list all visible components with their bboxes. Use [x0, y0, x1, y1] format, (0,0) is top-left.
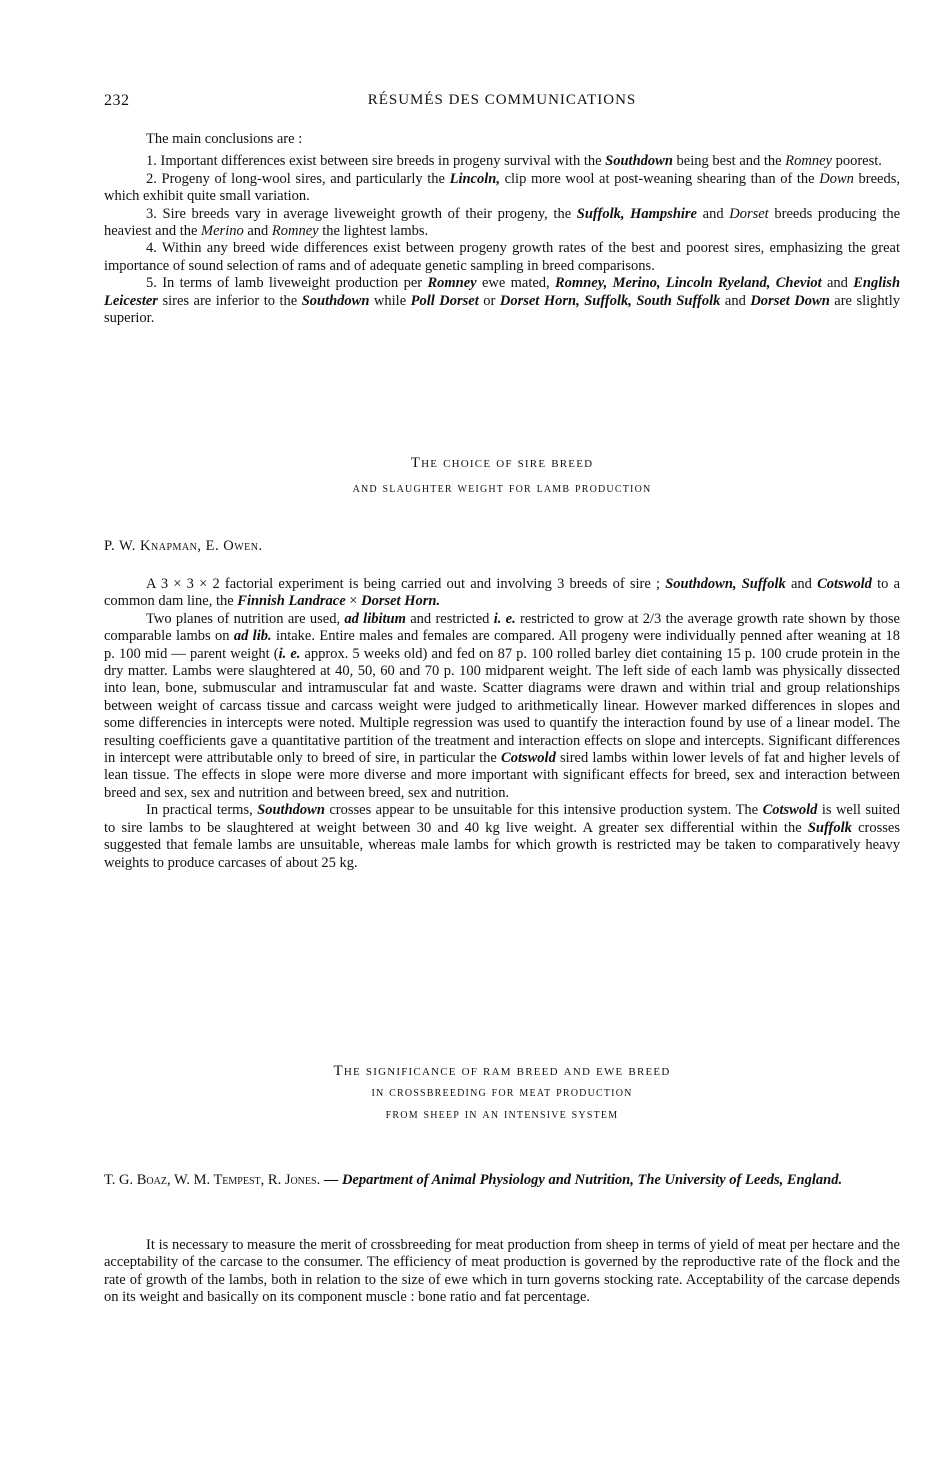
- article2-author-line: [104, 1172, 900, 1189]
- article1-authors: P. W. Knapman, E. Owen.: [104, 538, 263, 554]
- article2-affiliation: — Department of Animal Physiology and Nutrition, The University of Leeds, England.: [323, 1172, 843, 1188]
- article1-title-line-1: The choice of sire breed: [410, 455, 594, 471]
- article1-title: [104, 452, 900, 500]
- article2-paragraph-1: It is necessary to measure the merit of crossbreeding for meat production from sheep in terms of yield of meat per hectare and the acceptability of the carcase to the consumer. The efficiency of meat production is governed by the reproductive rate of the flock and the rate of growth of the lambs, both in relation to the size of ewe which in turn governs stocking rate. Acceptability of the carcase depends on its weight and basically on its component muscle : bone ratio and fat percentage.: [104, 1237, 900, 1306]
- conclusions-intro: The main conclusions are :: [146, 131, 303, 147]
- article2-body: [104, 1237, 900, 1307]
- running-title: RÉSUMÉS DES COMMUNICATIONS: [367, 92, 637, 108]
- article2-authors: [104, 1172, 900, 1189]
- running-header: [104, 92, 900, 116]
- article2-title-line-3: from sheep in an intensive system: [385, 1107, 619, 1122]
- article2-title: [104, 1060, 900, 1126]
- article1-title-line-2: and slaughter weight for lamb production: [352, 481, 652, 496]
- article1-paragraph-2: Two planes of nutrition are used, ad libitum and restricted i. e. restricted to grow at 2/3 the average growth rate shown by those comparable lambs on ad lib. intake. Entire males and females are compared. All progeny were individually penned after weaning at 18 p. 100 mid — parent weight (i. e. approx. 5 weeks old) and fed on 87 p. 100 rolled barley diet containing 15 p. 100 crude protein in the dry matter. Lambs were slaughtered at 40, 50, 60 and 70 p. 100 midparent weight. The left side of each lamb was physically dissected into lean, bone, submuscular and intramuscular fat and waste. Scatter diagrams were drawn and within trial and group relationships between weight of carcass tissue and carcass weight were judged to arithmetically linear. However marked differences in slopes and some differencies in intercepts were noted. Multiple regression was used to quantify the interaction found by use of a linear model. The resulting coefficients gave a quantitative partition of the treatment and interaction effects on slope and intercepts. Significant differences in intercept were attributable only to breed of sire, in particular the Cotswold sired lambs within lower levels of fat and higher levels of lean tissue. The effects in slope were more diverse and more important with significant effects for breed, sex and interaction between breed and sex, sex and nutrition and between breed, sex and nutrition.: [104, 610, 901, 801]
- page-number: 232: [104, 92, 130, 109]
- article1-paragraph-1: A 3 × 3 × 2 factorial experiment is being carried out and involving 3 breeds of sire ; Southdown, Suffolk and Cotswold to a common dam line, the Finnish Landrace × Dorset Horn.: [104, 576, 900, 610]
- article2-authors-names: T. G. Boaz, W. M. Tempest, R. Jones.: [104, 1172, 321, 1188]
- conclusion-item-1: 1. Important differences exist between sire breeds in progeny survival with the Southdown being best and the Romney poorest.: [146, 153, 882, 170]
- article1-paragraph-3: In practical terms, Southdown crosses appear to be unsuitable for this intensive production system. The Cotswold is well suited to sire lambs to be slaughtered at weight between 30 and 40 kg live weight. A greater sex differential within the Suffolk crosses suggested that female lambs are unsuitable, whereas male lambs for which growth is restricted may be taken to comparatively heavy weights to produce carcases of about 25 kg.: [104, 802, 900, 871]
- conclusions-section: [104, 131, 900, 327]
- article1-body: [104, 576, 900, 872]
- article2-title-line-1: The significance of ram breed and ewe breed: [333, 1063, 671, 1079]
- conclusion-item-2: 2. Progeny of long-wool sires, and particularly the Lincoln, clip more wool at post-weaning shearing than of the Down breeds, which exhibit quite small variation.: [104, 170, 901, 205]
- article2-title-line-2: in crossbreeding for meat production: [371, 1085, 633, 1100]
- conclusion-item-5: 5. In terms of lamb liveweight production per Romney ewe mated, Romney, Merino, Lincoln Ryeland, Cheviot and English Leicester sires are inferior to the Southdown while Poll Dorset or Dorset Horn, Suffolk, South Suffolk and Dorset Down are slightly superior.: [104, 275, 901, 327]
- conclusion-item-3: 3. Sire breeds vary in average liveweight growth of their progeny, the Suffolk, Hampshire and Dorset breeds producing the heaviest and the Merino and Romney the lightest lambs.: [104, 205, 901, 240]
- conclusion-item-4: 4. Within any breed wide differences exist between progeny growth rates of the best and poorest sires, emphasizing the great importance of sound selection of rams and of adequate genetic sampling in breed comparisons.: [104, 240, 900, 274]
